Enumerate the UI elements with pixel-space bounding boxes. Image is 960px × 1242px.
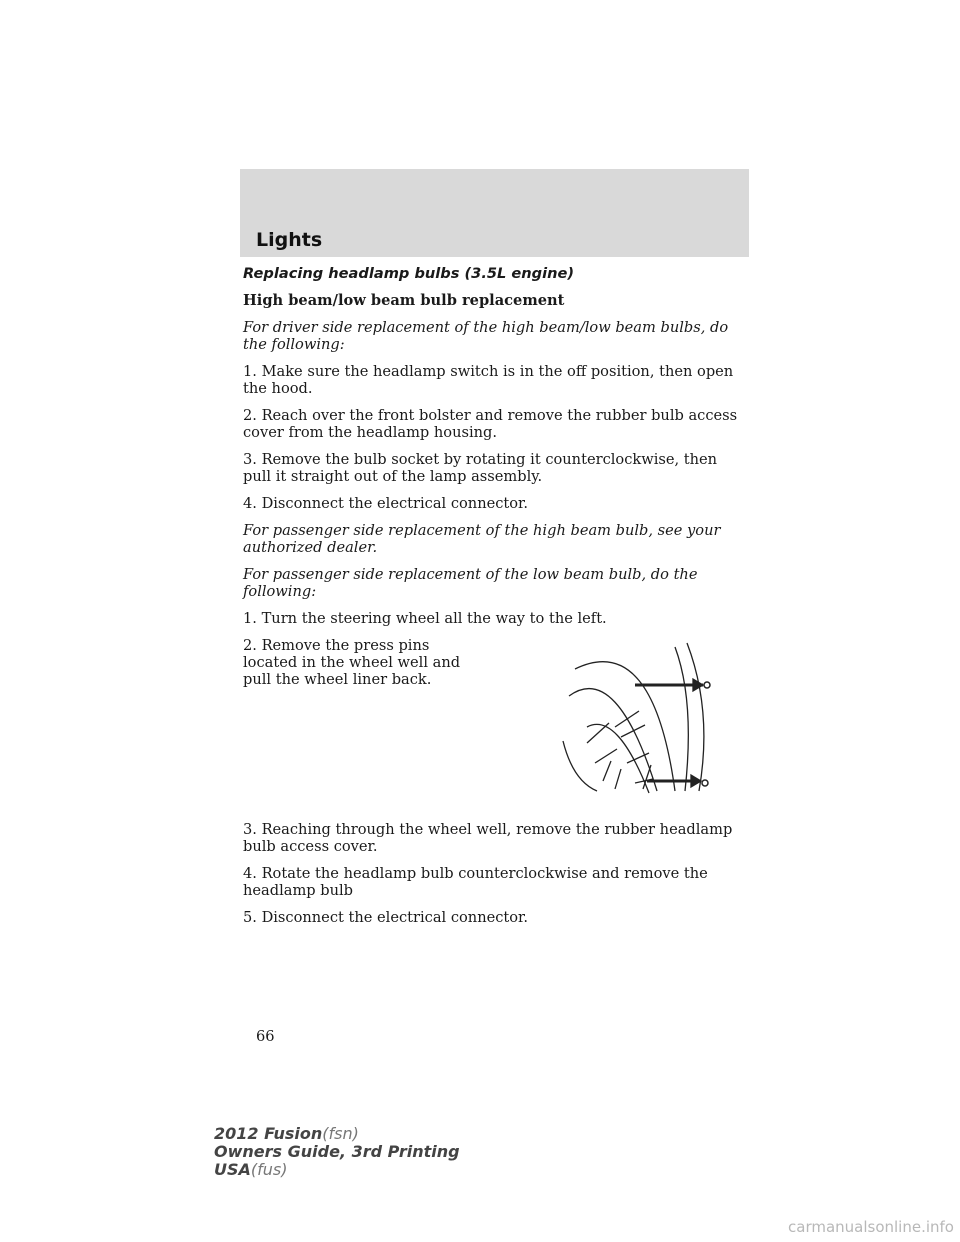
subsection-heading: High beam/low beam bulb replacement xyxy=(243,292,565,309)
footer-imprint xyxy=(214,1125,460,1179)
footer-guide: Owners Guide, 3rd Printing xyxy=(214,1142,460,1161)
passenger-step: 2. Remove the press pins located in the wheel well and pull the wheel liner back. xyxy=(243,637,461,688)
footer-model-code: (fsn) xyxy=(322,1124,359,1143)
driver-step: 1. Make sure the headlamp switch is in the off position, then open the hood. xyxy=(243,363,734,397)
page-content xyxy=(243,265,743,936)
step-with-figure xyxy=(243,637,743,813)
footer-line-model xyxy=(214,1125,460,1143)
passenger-step: 4. Rotate the headlamp bulb counterclockwise and remove the headlamp bulb xyxy=(243,865,708,899)
driver-step: 2. Reach over the front bolster and remove the rubber bulb access cover from the headlamp housing. xyxy=(243,407,738,441)
footer-model: 2012 Fusion xyxy=(214,1124,323,1143)
driver-step: 4. Disconnect the electrical connector. xyxy=(243,495,529,512)
passenger-step: 1. Turn the steering wheel all the way to the left. xyxy=(243,610,607,627)
passenger-high-beam-note: For passenger side replacement of the high beam bulb, see your authorized dealer. xyxy=(243,522,721,556)
page-number: 66 xyxy=(256,1028,275,1045)
section-title: Lights xyxy=(256,229,323,251)
driver-step: 3. Remove the bulb socket by rotating it counterclockwise, then pull it straight out of the lamp assembly. xyxy=(243,451,718,485)
wheel-well-press-pins-figure xyxy=(557,641,717,799)
passenger-low-beam-intro: For passenger side replacement of the low beam bulb, do the following: xyxy=(243,566,698,600)
passenger-step: 3. Reaching through the wheel well, remove the rubber headlamp bulb access cover. xyxy=(243,821,733,855)
passenger-step: 5. Disconnect the electrical connector. xyxy=(243,909,529,926)
footer-line-market xyxy=(214,1161,460,1179)
driver-side-intro: For driver side replacement of the high beam/low beam bulbs, do the following: xyxy=(243,319,729,353)
footer-market: USA xyxy=(214,1160,251,1179)
section-heading: Replacing headlamp bulbs (3.5L engine) xyxy=(243,265,575,282)
footer-market-code: (fus) xyxy=(250,1160,288,1179)
watermark: carmanualsonline.info xyxy=(788,1218,954,1236)
